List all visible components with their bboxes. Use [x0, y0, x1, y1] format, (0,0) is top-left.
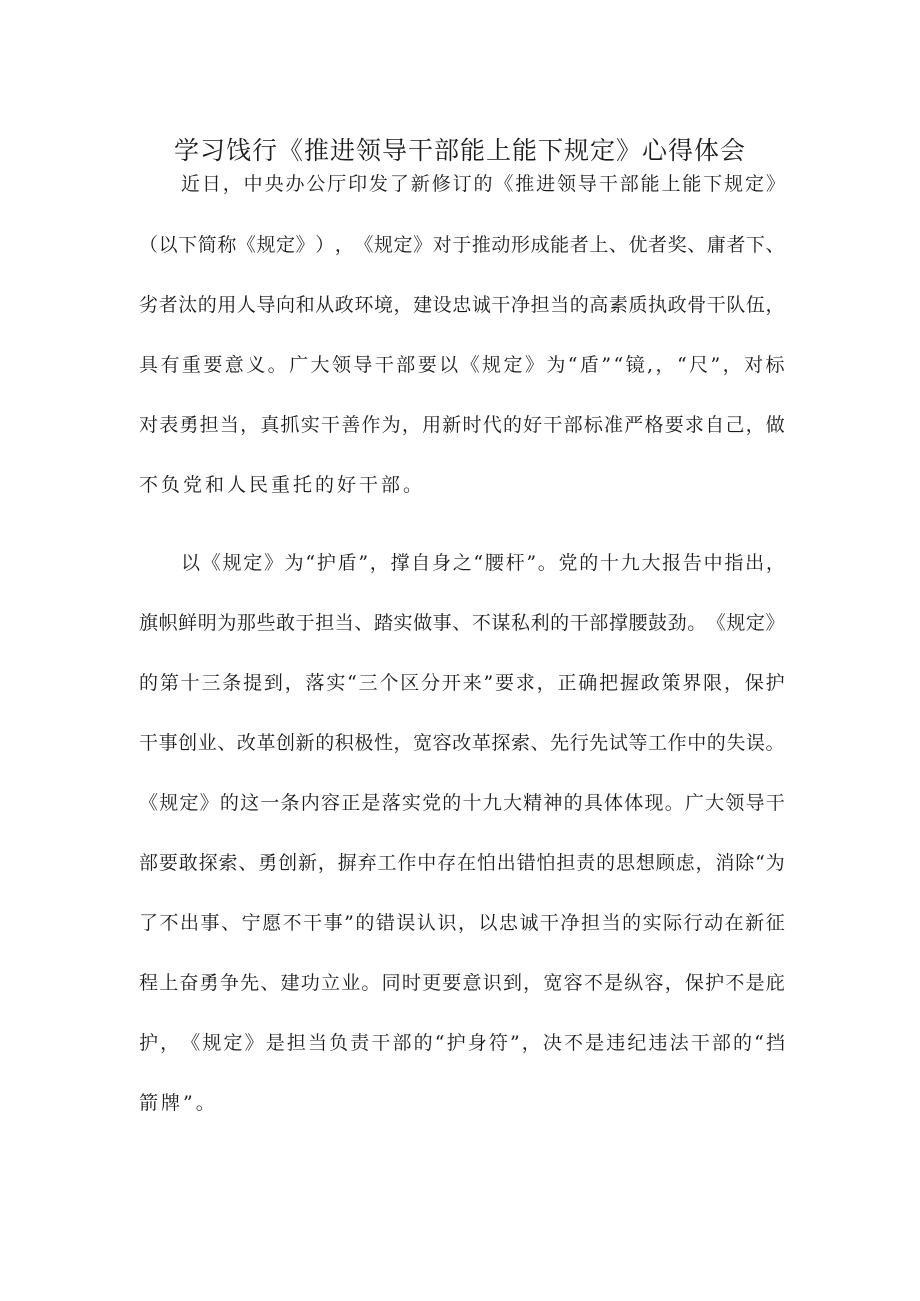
text-line: 箭牌”。	[139, 1092, 218, 1114]
text-line: 部 要 敢 探 索 、 勇 创 新 ， 摒 弃 工 作 中 存 在 怕 出 错 怕 担 责 的 思 想 顾 虑 ， 消 除 “ 为	[139, 852, 785, 874]
text-line: 了 不 出 事 、 宁 愿 不 干 事 ” 的 错 误 认 识 ， 以 忠 诚 干 净 担 当 的 实 际 行 动 在 新 征	[139, 912, 785, 934]
text-line: 具 有 重 要 意 义 。 广 大 领 导 干 部 要 以 《 规 定 》 为 “ 盾 ” “ 镜 , ， “ 尺 ” ， 对 标	[139, 354, 785, 376]
text-line: 护 ， 《 规 定 》 是 担 当 负 责 干 部 的 “ 护 身 符 ” ， 决 不 是 违 纪 违 法 干 部 的 “ 挡	[139, 1032, 785, 1054]
text-line: 对 表 勇 担 当 ， 真 抓 实 干 善 作 为 ， 用 新 时 代 的 好 干 部 标 准 严 格 要 求 自 己 ， 做	[139, 414, 785, 436]
text-line: 劣 者 汰 的 用 人 导 向 和 从 政 环 境 ， 建 设 忠 诚 干 净 担 当 的 高 素 质 执 政 骨 干 队 伍 ，	[139, 294, 785, 316]
text-line: （ 以 下 简 称 《 规 定 》 ） ， 《 规 定 》 对 于 推 动 形 成 能 者 上 、 优 者 奖 、 庸 者 下 、	[139, 234, 785, 256]
text-line: 以 《 规 定 》 为 “ 护 盾 ” ， 撑 自 身 之 “ 腰 杆 ” 。 党 的 十 九 大 报 告 中 指 出 ，	[181, 552, 785, 574]
document-title: 学习饯行《推进领导干部能上能下规定》心得体会	[173, 136, 746, 165]
text-line: 旗 帜 鲜 明 为 那 些 敢 于 担 当 、 踏 实 做 事 、 不 谋 私 利 的 干 部 撑 腰 鼓 劲 。 《 规 定 》	[139, 612, 785, 634]
text-line: 程 上 奋 勇 争 先 、 建 功 立 业 。 同 时 更 要 意 识 到 ， 宽 容 不 是 纵 容 ， 保 护 不 是 庇	[139, 972, 785, 994]
text-line: 干 事 创 业 、 改 革 创 新 的 积 极 性 ， 宽 容 改 革 探 索 、 先 行 先 试 等 工 作 中 的 失 误 。	[139, 732, 785, 754]
text-line: 《 规 定 》 的 这 一 条 内 容 正 是 落 实 党 的 十 九 大 精 神 的 具 体 体 现 。 广 大 领 导 干	[139, 792, 785, 814]
text-line: 不负党和人民重托的好干部。	[139, 474, 426, 496]
text-line: 的 第 十 三 条 提 到 ， 落 实 “ 三 个 区 分 开 来 ” 要 求 ， 正 确 把 握 政 策 界 限 ， 保 护	[139, 672, 785, 694]
text-line: 近 日 ， 中 央 办 公 厅 印 发 了 新 修 订 的 《 推 进 领 导 干 部 能 上 能 下 规 定 》	[181, 173, 785, 195]
